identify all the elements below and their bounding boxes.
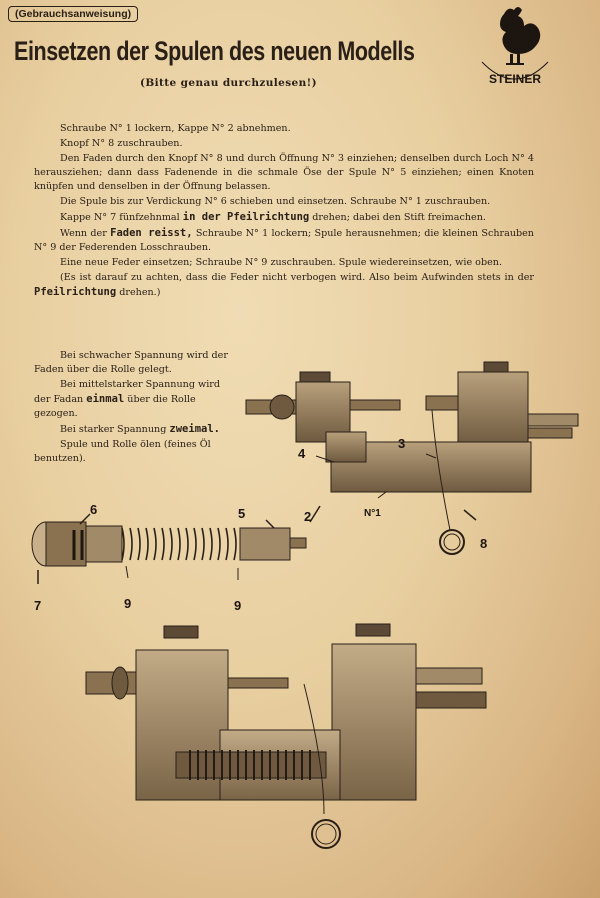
step-8: (Es ist darauf zu achten, dass die Feder nicht verbogen wird. Also beim Aufwinden stets in der Pfeilrichtung drehen.) [34, 272, 534, 298]
label-3: 3 [398, 436, 406, 451]
instruction-text [34, 122, 534, 301]
steiner-rooster-logo [474, 4, 556, 90]
label-2: 2 [304, 509, 312, 524]
page-subtitle: (Bitte genau durchzulesen!) [140, 77, 318, 89]
step-4: Die Spule bis zur Verdickung N° 6 schieben und einsetzen. Schraube N° 1 zuschrauben. [60, 196, 491, 207]
page-title: Einsetzen der Spulen des neuen Modells [14, 36, 415, 66]
label-n1: N°1 [364, 508, 381, 519]
label-6: 6 [90, 502, 98, 517]
step-6: Wenn der Faden reisst, Schraube N° 1 lockern; Spule herausnehmen; die kleinen Schrauben N° 9 der Federenden Losschrauben. [34, 227, 534, 253]
tension-instructions [34, 349, 234, 467]
label-9-right: 9 [234, 598, 242, 613]
step-1: Schraube N° 1 lockern, Kappe N° 2 abnehmen. [60, 123, 291, 134]
step-3: Den Faden durch den Knopf N° 8 und durch Öffnung N° 3 einziehen; denselben durch Loch N° 4 herausziehen; dann dass Fadenende in die schmale Öse der Spule N° 5 einziehen; einen Knoten knüpfen und denselben in der Öffnung belassen. [34, 153, 534, 192]
label-4: 4 [298, 446, 306, 461]
label-7: 7 [34, 598, 42, 613]
svg-text:STEINER: STEINER [488, 72, 542, 86]
label-8: 8 [480, 536, 488, 551]
winder-figure-bottom [80, 620, 510, 860]
label-5: 5 [238, 506, 246, 521]
step-5: Kappe N° 7 fünfzehnmal in der Pfeilrichtung drehen; dabei den Stift freimachen. [60, 211, 486, 223]
tension-medium: Bei mittelstarker Spannung wird der Fadan einmal über die Rolle gezogen. [34, 379, 221, 419]
label-9-left: 9 [124, 596, 132, 611]
step-7: Eine neue Feder einsetzen; Schraube N° 9 zuschrauben. Spule wiedereinsetzen, wie oben. [60, 257, 503, 268]
document-type-tag: (Gebrauchsanweisung) [8, 6, 138, 22]
tension-strong: Bei starker Spannung zweimal. [60, 423, 220, 435]
step-2: Knopf N° 8 zuschrauben. [60, 138, 183, 149]
tension-weak: Bei schwacher Spannung wird der Faden über die Rolle gelegt. [34, 350, 228, 375]
oil-note: Spule und Rolle ölen (feines Öl benutzen). [34, 439, 211, 464]
spring-spool-figure [22, 508, 312, 592]
